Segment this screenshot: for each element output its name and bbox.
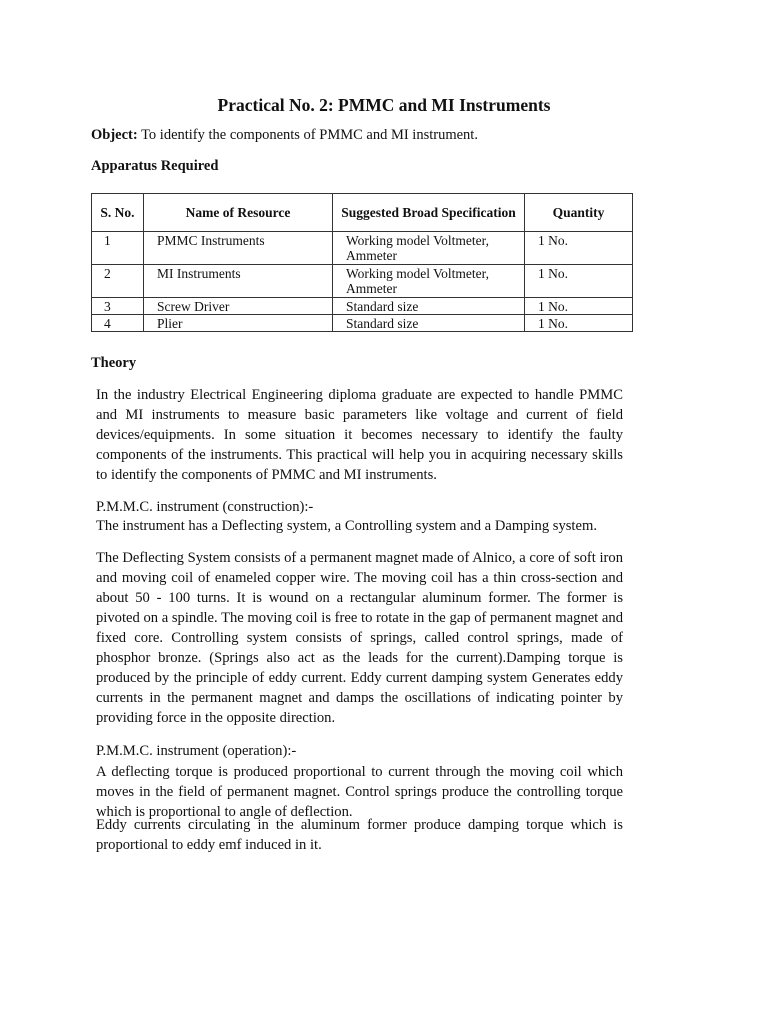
construction-paragraph: The instrument has a Deflecting system, a Controlling system and a Damping system. (96, 518, 597, 534)
construction-heading: P.M.M.C. instrument (construction):- (96, 499, 314, 515)
cell-sno: 4 (92, 315, 144, 332)
cell-sno: 3 (92, 298, 144, 315)
cell-specification: Working model Voltmeter, Ammeter (333, 265, 525, 298)
cell-resource: Plier (144, 315, 333, 332)
table-header-row (92, 194, 633, 232)
operation-heading: P.M.M.C. instrument (operation):- (96, 743, 297, 759)
object-label: Object: (91, 127, 138, 143)
cell-specification: Standard size (333, 315, 525, 332)
col-header-specification: Suggested Broad Specification (333, 194, 525, 232)
cell-sno: 2 (92, 265, 144, 298)
cell-sno: 1 (92, 232, 144, 265)
cell-quantity: 1 No. (525, 232, 633, 265)
col-header-resource: Name of Resource (144, 194, 333, 232)
object-text: To identify the components of PMMC and MI instrument. (137, 127, 478, 143)
col-header-quantity: Quantity (525, 194, 633, 232)
col-header-sno: S. No. (92, 194, 144, 232)
page-title: Practical No. 2: PMMC and MI Instruments (217, 95, 551, 115)
table-row (92, 315, 633, 332)
cell-resource: MI Instruments (144, 265, 333, 298)
operation-paragraph-2: Eddy currents circulating in the aluminum former produce damping torque which is proportional to eddy emf induced in it. (96, 817, 623, 853)
apparatus-table (91, 193, 633, 332)
cell-quantity: 1 No. (525, 315, 633, 332)
theory-intro-paragraph: In the industry Electrical Engineering diploma graduate are expected to handle PMMC and MI instruments to measure basic parameters like voltage and current of field devices/equipments. In some situation it becomes necessary to identify the faulty components of the instruments. This practical will help you in acquiring necessary skills to identify the components of PMMC and MI instruments. (96, 387, 623, 483)
cell-resource: Screw Driver (144, 298, 333, 315)
apparatus-heading: Apparatus Required (91, 158, 219, 174)
table-row (92, 298, 633, 315)
cell-specification: Working model Voltmeter, Ammeter (333, 232, 525, 265)
cell-quantity: 1 No. (525, 298, 633, 315)
deflecting-system-paragraph: The Deflecting System consists of a permanent magnet made of Alnico, a core of soft iron and moving coil of enameled copper wire. The moving coil has a thin cross-section and about 50 - 100 turns. It is wound on a rectangular aluminum former. The former is pivoted on a spindle. The moving coil is free to rotate in the gap of permanent magnet and fixed core. Controlling system consists of springs, called control springs, made of phosphor bronze. (Springs also act as the leads for the current).Damping torque is produced by the principle of eddy current. Eddy current damping system Generates eddy currents in the permanent magnet and damps the oscillations of indicating pointer by providing force in the opposite direction. (96, 550, 623, 726)
cell-specification: Standard size (333, 298, 525, 315)
theory-heading: Theory (91, 355, 137, 371)
table-row (92, 265, 633, 298)
cell-quantity: 1 No. (525, 265, 633, 298)
operation-paragraph-1: A deflecting torque is produced proportional to current through the moving coil which moves in the field of permanent magnet. Control springs produce the controlling torque which is proportional to angle of deflection. (96, 764, 623, 820)
table-row (92, 232, 633, 265)
cell-resource: PMMC Instruments (144, 232, 333, 265)
object-line (91, 127, 478, 144)
